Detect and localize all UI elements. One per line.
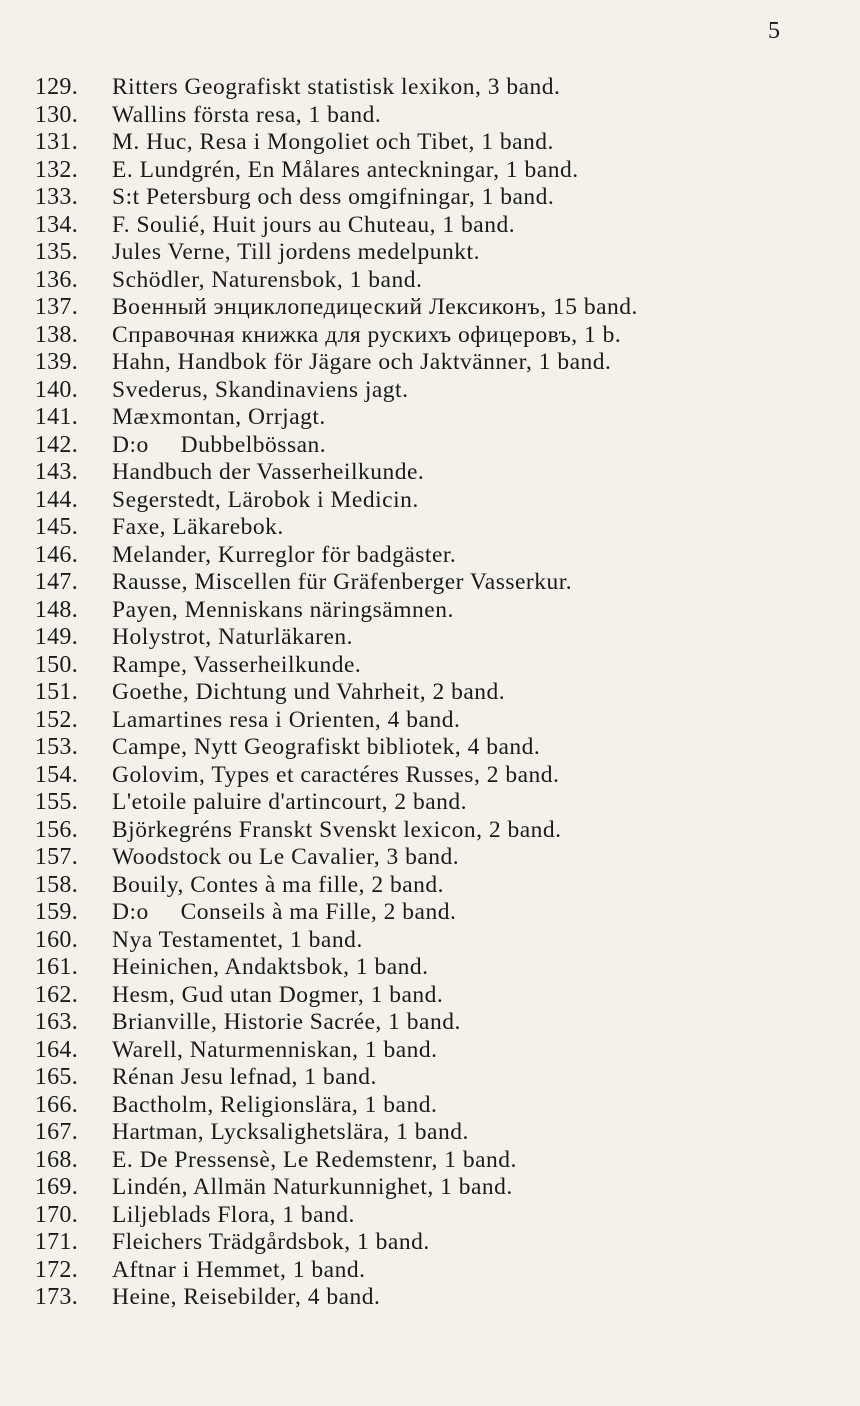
entry-title: Warell, Naturmenniskan, 1 band. [112, 1036, 438, 1063]
catalog-entry [0, 487, 860, 515]
entry-title: Nya Testamentet, 1 band. [112, 926, 363, 953]
catalog-entry [0, 624, 860, 652]
entry-number: 132. [34, 156, 78, 183]
entry-number: 160. [34, 926, 78, 953]
entry-number: 151. [34, 679, 78, 705]
catalog-entry [0, 817, 860, 845]
entry-number: 148. [34, 596, 78, 623]
entry-number: 147. [34, 569, 78, 595]
entry-title: E. Lundgrén, En Målares anteckningar, 1 band. [112, 156, 579, 183]
entry-title: D:o Dubbelbössan. [112, 431, 327, 458]
entry-number: 140. [34, 376, 78, 403]
entry-title: Bactholm, Religionslära, 1 band. [112, 1091, 438, 1118]
catalog-entry [0, 1229, 860, 1257]
entry-number: 155. [34, 789, 78, 815]
entry-number: 137. [34, 294, 78, 320]
entry-number: 149. [34, 624, 78, 650]
entry-number: 134. [34, 211, 78, 238]
entry-number: 162. [34, 981, 78, 1008]
catalog-entry [0, 1009, 860, 1037]
entry-number: 136. [34, 266, 78, 293]
catalog-entry [0, 1174, 860, 1202]
entry-number: 141. [34, 404, 78, 430]
catalog-entry [0, 734, 860, 762]
entry-title: Handbuch der Vasserheilkunde. [112, 459, 425, 485]
entry-title: Mæxmontan, Orrjagt. [112, 404, 326, 430]
entry-title: Woodstock ou Le Cavalier, 3 band. [112, 844, 460, 870]
catalog-entry [0, 267, 860, 295]
entry-title: Fleichers Trädgårdsbok, 1 band. [112, 1229, 430, 1255]
entry-number: 171. [34, 1229, 78, 1255]
entry-title: Hartman, Lycksalighetslära, 1 band. [112, 1119, 469, 1145]
entry-number: 142. [34, 431, 78, 458]
entry-title: Rausse, Miscellen für Gräfenberger Vasserkur. [112, 569, 573, 595]
entry-title: D:o Conseils à ma Fille, 2 band. [112, 899, 457, 925]
catalog-entry [0, 294, 860, 322]
catalog-entry [0, 1037, 860, 1065]
entry-title: Svederus, Skandinaviens jagt. [112, 376, 409, 403]
entry-number: 157. [34, 844, 78, 870]
entry-title: E. De Pressensè, Le Redemstenr, 1 band. [112, 1146, 517, 1173]
catalog-entry [0, 349, 860, 377]
catalog-entry [0, 707, 860, 735]
entry-number: 144. [34, 486, 78, 513]
catalog-entry [0, 1092, 860, 1120]
book-catalog-list [0, 74, 860, 1312]
entry-number: 131. [34, 129, 78, 155]
entry-title: Segerstedt, Lärobok i Medicin. [112, 486, 419, 513]
catalog-entry [0, 1257, 860, 1285]
entry-number: 135. [34, 239, 78, 265]
entry-number: 146. [34, 541, 78, 568]
entry-number: 170. [34, 1201, 78, 1228]
catalog-entry [0, 679, 860, 707]
entry-title: Liljeblads Flora, 1 band. [112, 1201, 355, 1228]
entry-title: Björkegréns Franskt Svenskt lexicon, 2 band. [112, 816, 562, 843]
entry-title: Golovim, Types et caractéres Russes, 2 band. [112, 761, 560, 788]
entry-title: Goethe, Dichtung und Vahrheit, 2 band. [112, 679, 506, 705]
entry-title: Schödler, Naturensbok, 1 band. [112, 266, 423, 293]
entry-number: 169. [34, 1174, 78, 1200]
entry-title: Jules Verne, Till jordens medelpunkt. [112, 239, 480, 265]
catalog-entry [0, 1064, 860, 1092]
catalog-entry [0, 377, 860, 405]
entry-number: 143. [34, 459, 78, 485]
entry-title: Heine, Reisebilder, 4 band. [112, 1284, 381, 1310]
entry-number: 164. [34, 1036, 78, 1063]
catalog-entry [0, 157, 860, 185]
entry-number: 167. [34, 1119, 78, 1145]
catalog-entry [0, 459, 860, 487]
entry-title: M. Huc, Resa i Mongoliet och Tibet, 1 band. [112, 129, 554, 155]
entry-title: Aftnar i Hemmet, 1 band. [112, 1256, 366, 1283]
entry-title: Lindén, Allmän Naturkunnighet, 1 band. [112, 1174, 513, 1200]
entry-number: 172. [34, 1256, 78, 1283]
catalog-entry [0, 927, 860, 955]
entry-number: 173. [34, 1284, 78, 1310]
entry-title: Holystrot, Naturläkaren. [112, 624, 354, 650]
entry-number: 129. [34, 74, 78, 100]
entry-title: Ritters Geografiskt statistisk lexikon, 3 band. [112, 74, 561, 100]
page-number: 5 [768, 18, 780, 44]
catalog-entry [0, 982, 860, 1010]
entry-title: Hahn, Handbok för Jägare och Jaktvänner, 1 band. [112, 349, 612, 375]
entry-title: Справочная книжка для рускихъ офицеровъ, 1 b. [112, 321, 622, 348]
entry-number: 138. [34, 321, 78, 348]
entry-title: Campe, Nytt Geografiskt bibliotek, 4 band. [112, 734, 541, 760]
catalog-entry [0, 954, 860, 982]
entry-title: Военный энциклопедицеский Лексиконъ, 15 band. [112, 294, 638, 320]
entry-number: 145. [34, 514, 78, 540]
catalog-entry [0, 1119, 860, 1147]
entry-title: F. Soulié, Huit jours au Chuteau, 1 band. [112, 211, 516, 238]
catalog-entry [0, 542, 860, 570]
entry-title: Payen, Menniskans näringsämnen. [112, 596, 454, 623]
entry-title: Wallins första resa, 1 band. [112, 101, 382, 128]
catalog-entry [0, 762, 860, 790]
catalog-entry [0, 74, 860, 102]
catalog-entry [0, 597, 860, 625]
entry-number: 139. [34, 349, 78, 375]
catalog-entry [0, 789, 860, 817]
entry-number: 158. [34, 871, 78, 898]
entry-title: Rénan Jesu lefnad, 1 band. [112, 1064, 377, 1090]
entry-title: Heinichen, Andaktsbok, 1 band. [112, 954, 429, 980]
entry-number: 154. [34, 761, 78, 788]
entry-title: S:t Petersburg och dess omgifningar, 1 band. [112, 184, 555, 210]
entry-title: Lamartines resa i Orienten, 4 band. [112, 706, 461, 733]
catalog-entry [0, 569, 860, 597]
catalog-entry [0, 239, 860, 267]
entry-title: Hesm, Gud utan Dogmer, 1 band. [112, 981, 444, 1008]
catalog-entry [0, 899, 860, 927]
entry-title: Rampe, Vasserheilkunde. [112, 651, 362, 678]
entry-number: 165. [34, 1064, 78, 1090]
catalog-entry [0, 1202, 860, 1230]
entry-number: 156. [34, 816, 78, 843]
entry-number: 163. [34, 1009, 78, 1035]
catalog-entry [0, 404, 860, 432]
catalog-entry [0, 322, 860, 350]
catalog-entry [0, 872, 860, 900]
catalog-entry [0, 1147, 860, 1175]
entry-number: 150. [34, 651, 78, 678]
entry-number: 133. [34, 184, 78, 210]
entry-title: Faxe, Läkarebok. [112, 514, 284, 540]
entry-number: 152. [34, 706, 78, 733]
catalog-entry [0, 129, 860, 157]
entry-number: 153. [34, 734, 78, 760]
entry-title: Brianville, Historie Sacrée, 1 band. [112, 1009, 461, 1035]
entry-number: 159. [34, 899, 78, 925]
entry-number: 168. [34, 1146, 78, 1173]
catalog-entry [0, 514, 860, 542]
catalog-entry [0, 652, 860, 680]
catalog-entry [0, 844, 860, 872]
catalog-entry [0, 432, 860, 460]
catalog-entry [0, 1284, 860, 1312]
entry-title: Melander, Kurreglor för badgäster. [112, 541, 457, 568]
entry-number: 130. [34, 101, 78, 128]
catalog-entry [0, 184, 860, 212]
catalog-entry [0, 102, 860, 130]
catalog-entry [0, 212, 860, 240]
entry-title: Bouily, Contes à ma fille, 2 band. [112, 871, 445, 898]
entry-number: 166. [34, 1091, 78, 1118]
entry-title: L'etoile paluire d'artincourt, 2 band. [112, 789, 468, 815]
entry-number: 161. [34, 954, 78, 980]
